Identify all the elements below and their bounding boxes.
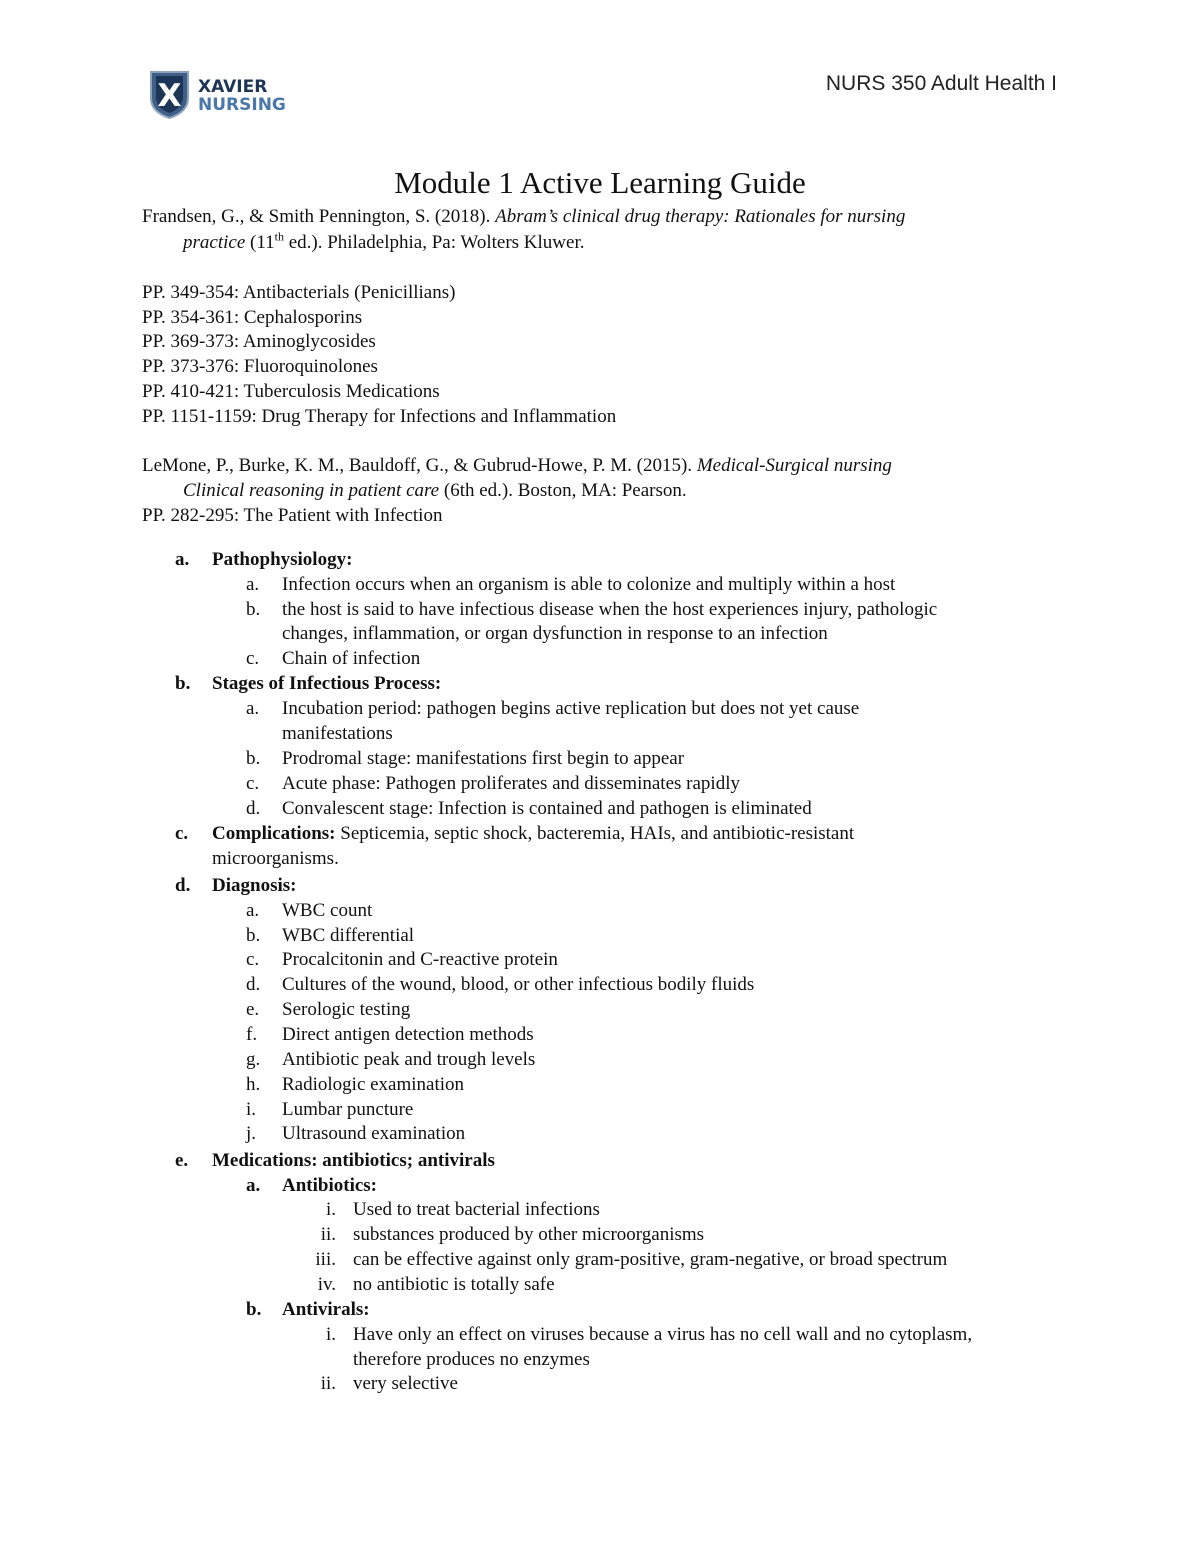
svg-text:X: X bbox=[157, 78, 182, 114]
list-item: Incubation period: pathogen begins active replication but does not yet cause bbox=[282, 698, 860, 719]
outline-marker: b. bbox=[175, 673, 191, 694]
list-item: Have only an effect on viruses because a virus has no cell wall and no cytoplasm, bbox=[353, 1324, 973, 1345]
list-item: can be effective against only gram-positive, gram-negative, or broad spectrum bbox=[353, 1249, 948, 1270]
list-item: the host is said to have infectious disease when the host experiences injury, pathologic bbox=[282, 599, 938, 620]
list-item: Lumbar puncture bbox=[282, 1099, 414, 1120]
list-marker: b. bbox=[246, 925, 261, 946]
list-item: very selective bbox=[353, 1373, 458, 1394]
list-marker: ii. bbox=[320, 1373, 336, 1394]
section-heading-medications: Medications: antibiotics; antivirals bbox=[212, 1150, 495, 1171]
list-marker: f. bbox=[246, 1024, 258, 1045]
outline-marker: c. bbox=[175, 823, 189, 844]
list-marker: i. bbox=[325, 1199, 336, 1220]
list-marker: g. bbox=[246, 1049, 261, 1070]
list-marker: ii. bbox=[320, 1224, 336, 1245]
page-range: PP. 349-354: Antibacterials (Penicillians) bbox=[142, 282, 456, 303]
list-item: substances produced by other microorganisms bbox=[353, 1224, 705, 1245]
list-item: WBC differential bbox=[282, 925, 415, 946]
section-heading-diagnosis: Diagnosis: bbox=[212, 875, 297, 896]
page-range: PP. 373-376: Fluoroquinolones bbox=[142, 356, 378, 377]
reference-1-cont: practice (11th ed.). Philadelphia, Pa: Wolters Kluwer. bbox=[183, 229, 585, 253]
list-item-cont: changes, inflammation, or organ dysfunction in response to an infection bbox=[282, 623, 828, 644]
list-item: Infection occurs when an organism is able to colonize and multiply within a host bbox=[282, 574, 896, 595]
list-marker: d. bbox=[246, 798, 261, 819]
reference-1: Frandsen, G., & Smith Pennington, S. (2018). Abram’s clinical drug therapy: Rationales for nursing bbox=[142, 206, 906, 227]
outline-marker: b. bbox=[246, 1299, 262, 1320]
list-marker: iii. bbox=[315, 1249, 336, 1270]
list-item: Ultrasound examination bbox=[282, 1123, 466, 1144]
svg-text:NURSING: NURSING bbox=[198, 95, 286, 115]
reference-2-cont: Clinical reasoning in patient care (6th ed.). Boston, MA: Pearson. bbox=[183, 480, 687, 501]
outline-marker: e. bbox=[175, 1150, 189, 1171]
subheading-antibiotics: Antibiotics: bbox=[282, 1175, 377, 1196]
list-marker: i. bbox=[246, 1099, 257, 1120]
list-marker: e. bbox=[246, 999, 260, 1020]
outline-marker: d. bbox=[175, 875, 191, 896]
list-marker: a. bbox=[246, 698, 260, 719]
list-item: Procalcitonin and C-reactive protein bbox=[282, 949, 558, 970]
list-marker: a. bbox=[246, 900, 260, 921]
list-item: Acute phase: Pathogen proliferates and disseminates rapidly bbox=[282, 773, 740, 794]
list-item: Antibiotic peak and trough levels bbox=[282, 1049, 536, 1070]
list-item: Used to treat bacterial infections bbox=[353, 1199, 600, 1220]
page-range: PP. 354-361: Cephalosporins bbox=[142, 307, 363, 328]
list-marker: c. bbox=[246, 949, 260, 970]
list-marker: c. bbox=[246, 773, 260, 794]
list-item: Direct antigen detection methods bbox=[282, 1024, 534, 1045]
list-item: WBC count bbox=[282, 900, 373, 921]
list-item: Prodromal stage: manifestations first begin to appear bbox=[282, 748, 685, 769]
list-marker: a. bbox=[246, 574, 260, 595]
outline-marker: a. bbox=[246, 1175, 261, 1196]
course-header: NURS 350 Adult Health I bbox=[825, 72, 1057, 95]
list-marker: b. bbox=[246, 599, 261, 620]
reference-2: LeMone, P., Burke, K. M., Bauldoff, G., & Gubrud-Howe, P. M. (2015). Medical-Surgical nursing bbox=[142, 455, 892, 476]
svg-text:XAVIER: XAVIER bbox=[198, 77, 268, 97]
section-complications: Complications: Septicemia, septic shock, bacteremia, HAIs, and antibiotic-resistant bbox=[212, 823, 855, 844]
subheading-antivirals: Antivirals: bbox=[282, 1299, 370, 1320]
list-marker: d. bbox=[246, 974, 261, 995]
xavier-nursing-logo bbox=[148, 68, 288, 120]
list-marker: i. bbox=[325, 1324, 336, 1345]
page-range: PP. 282-295: The Patient with Infection bbox=[142, 505, 443, 526]
list-item-cont: manifestations bbox=[282, 723, 393, 744]
section-heading-stages: Stages of Infectious Process: bbox=[212, 673, 442, 694]
page-title: Module 1 Active Learning Guide bbox=[394, 165, 806, 200]
section-complications-cont: microorganisms. bbox=[212, 848, 339, 869]
list-item: Cultures of the wound, blood, or other infectious bodily fluids bbox=[282, 974, 755, 995]
list-item: Chain of infection bbox=[282, 648, 421, 669]
list-item: Serologic testing bbox=[282, 999, 411, 1020]
list-item: Radiologic examination bbox=[282, 1074, 465, 1095]
list-marker: b. bbox=[246, 748, 261, 769]
list-item: Convalescent stage: Infection is contained and pathogen is eliminated bbox=[282, 798, 812, 819]
list-marker: h. bbox=[246, 1074, 261, 1095]
list-item: no antibiotic is totally safe bbox=[353, 1274, 555, 1295]
page-range: PP. 410-421: Tuberculosis Medications bbox=[142, 381, 440, 402]
list-marker: c. bbox=[246, 648, 260, 669]
outline-marker: a. bbox=[175, 549, 190, 570]
page-range: PP. 369-373: Aminoglycosides bbox=[142, 331, 376, 352]
page-range: PP. 1151-1159: Drug Therapy for Infections and Inflammation bbox=[142, 406, 617, 427]
list-marker: j. bbox=[246, 1123, 257, 1144]
section-heading-pathophysiology: Pathophysiology: bbox=[212, 549, 353, 570]
list-item-cont: therefore produces no enzymes bbox=[353, 1349, 590, 1370]
list-marker: iv. bbox=[317, 1274, 336, 1295]
